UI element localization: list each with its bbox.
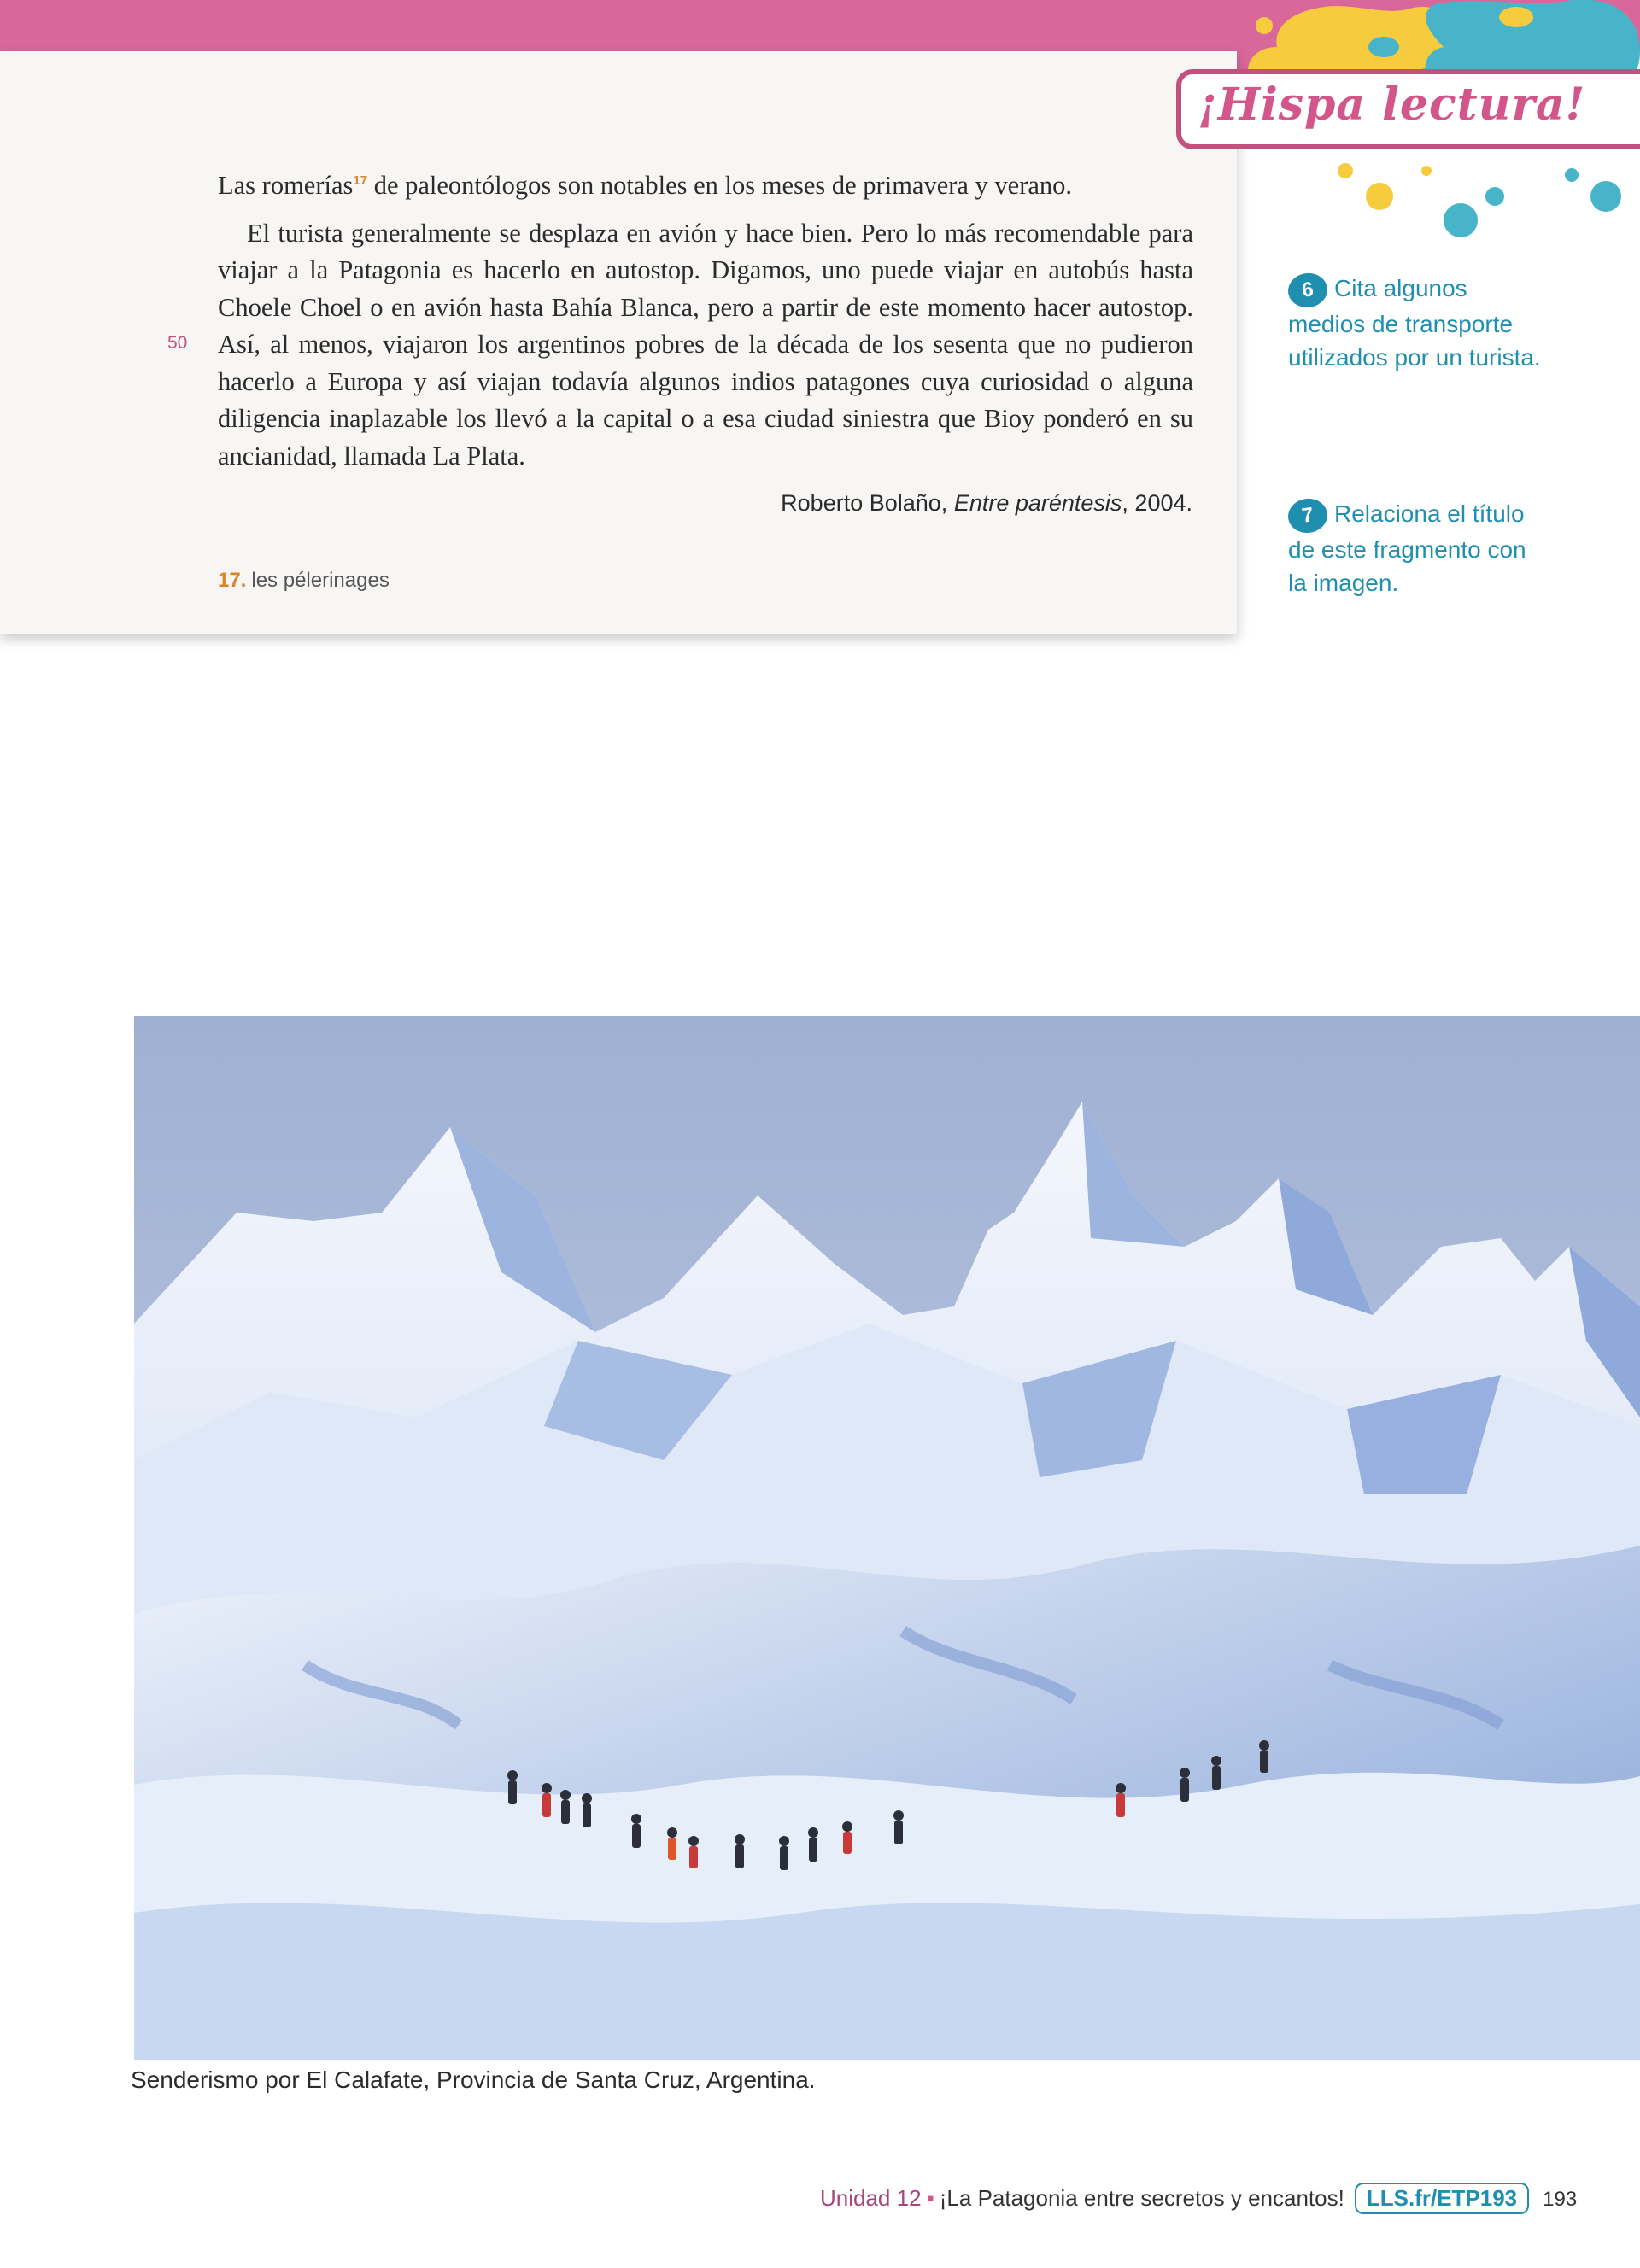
question-6 <box>1288 272 1544 374</box>
resource-link[interactable]: LLS.fr/ETP193 <box>1355 2183 1529 2214</box>
photo-caption: Senderismo por El Calafate, Provincia de Santa Cruz, Argentina. <box>131 2066 816 2093</box>
footnote-text: les pélerinages <box>251 569 390 592</box>
footnote-number: 17. <box>218 569 247 592</box>
bullet-separator: ▪ <box>926 2185 934 2211</box>
attribution: Roberto Bolaño, Entre paréntesis, 2004. <box>781 490 1192 516</box>
question-number-badge: 7 <box>1286 496 1329 535</box>
question-text: Cita algunos medios de transporte utilizados por un turista. <box>1288 275 1541 371</box>
question-number-badge: 6 <box>1286 271 1329 310</box>
reading-text <box>218 162 1193 475</box>
paragraph-1: Las romerías$^{17}$ de paleontólogos son notables en los meses de primavera y verano. <box>218 171 1073 201</box>
footnote <box>218 569 390 593</box>
paragraph-2: El turista generalmente se desplaza en avión y hace bien. Pero lo más recomendable para viajar a la Patagonia es hacerlo en autostop. Digamos, uno puede viajar en autobús hasta Choele Choel o en avión hasta Bahía Blanca, pero a partir de este momento hacer autostop. Así, al menos, viajaron los argentinos pobres de la década de los sesenta que no pudieron hacerlo a Europa y así viajan todavía algunos indios patagones cuya curiosidad o alguna diligencia inaplazable los llevó a la capital o a esa ciudad siniestra que Bioy ponderó en su ancianidad, llamada La Plata. <box>218 218 1193 471</box>
line-number: 50 <box>167 333 188 353</box>
page-number: 193 <box>1543 2188 1578 2211</box>
glacier-photo <box>134 1016 1640 2060</box>
footer-unit: Unidad 12 <box>820 2185 922 2211</box>
page-footer <box>820 2183 1577 2214</box>
glacier-illustration <box>134 1016 1640 2060</box>
question-text: Relaciona el título de este fragmento con la imagen. <box>1288 500 1526 596</box>
footer-title: ¡La Patagonia entre secretos y encantos! <box>939 2185 1344 2211</box>
footnote-ref: 17 <box>353 173 368 188</box>
question-7 <box>1288 497 1544 599</box>
section-title: ¡Hispa lectura! <box>1198 79 1586 131</box>
